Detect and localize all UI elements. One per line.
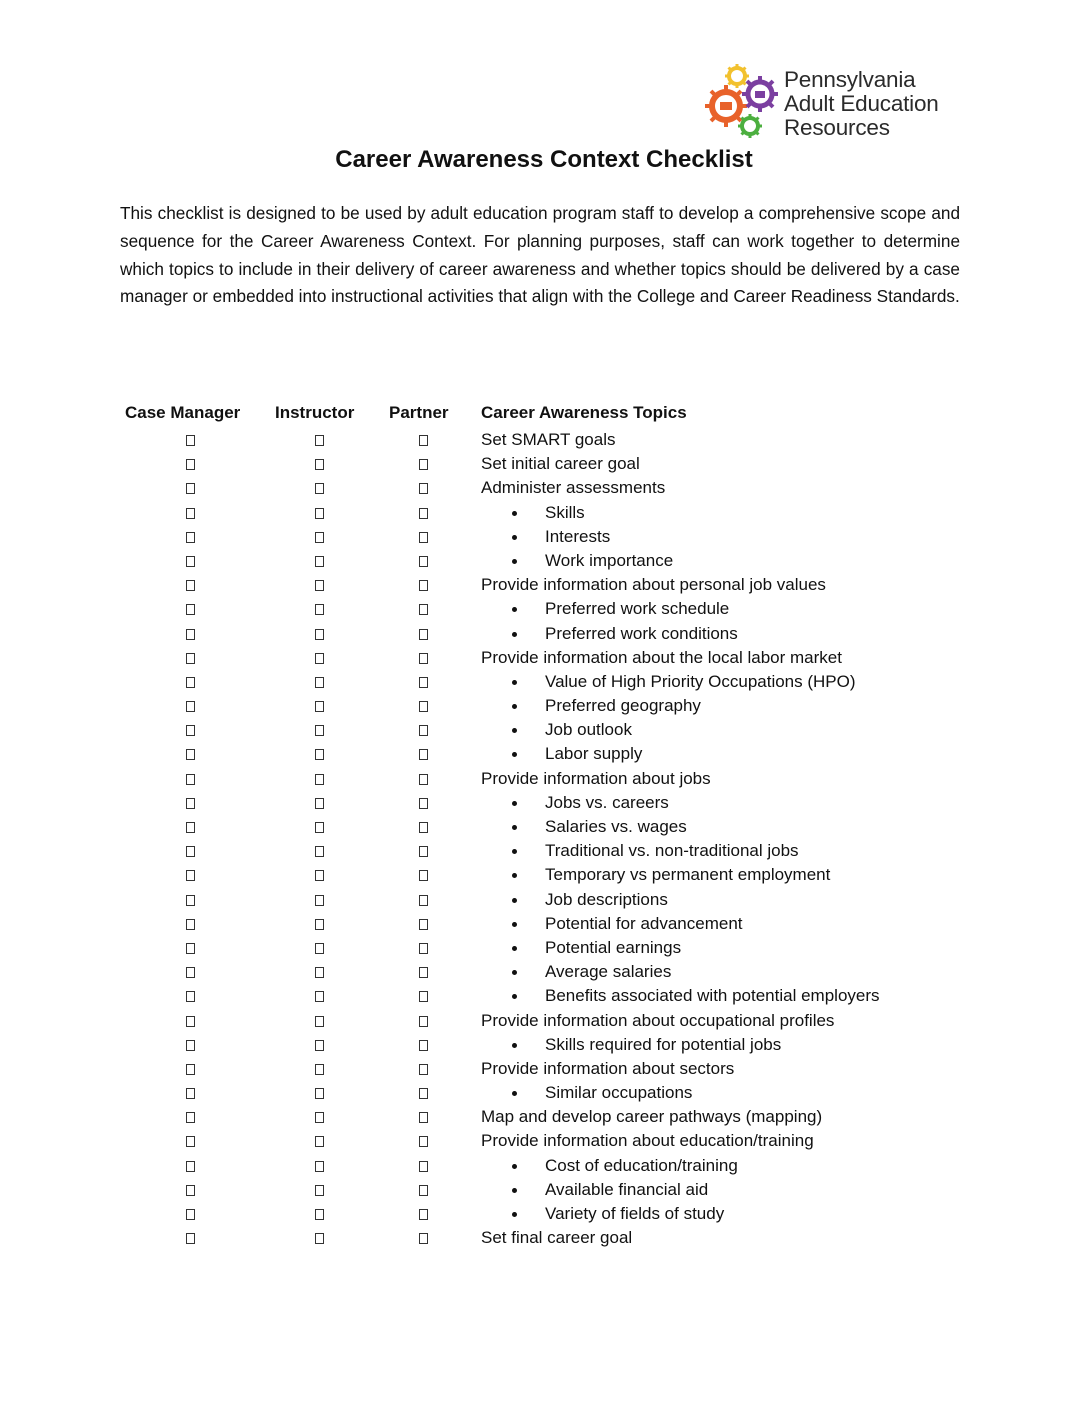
- checklist-row: [120, 742, 960, 766]
- case-manager-checkbox[interactable]: [186, 435, 195, 446]
- topic-label: Skills: [545, 502, 585, 522]
- instructor-checkbox[interactable]: [315, 653, 324, 664]
- instructor-checkbox[interactable]: [315, 991, 324, 1002]
- topic-label: Jobs vs. careers: [545, 792, 669, 812]
- bullet-icon: [512, 1043, 517, 1048]
- checklist-rows: [120, 428, 960, 1250]
- bullet-icon: [512, 511, 517, 516]
- bullet-icon: [512, 994, 517, 999]
- instructor-checkbox[interactable]: [315, 459, 324, 470]
- topic-label: Provide information about education/training: [481, 1131, 814, 1151]
- partner-checkbox[interactable]: [419, 1088, 428, 1099]
- partner-checkbox[interactable]: [419, 629, 428, 640]
- header-partner: Partner: [389, 403, 449, 422]
- partner-checkbox[interactable]: [419, 580, 428, 591]
- checklist-row: [120, 573, 960, 597]
- topic-label: Potential for advancement: [545, 913, 743, 933]
- checklist-row: [120, 767, 960, 791]
- instructor-checkbox[interactable]: [315, 1136, 324, 1147]
- case-manager-checkbox[interactable]: [186, 508, 195, 519]
- instructor-checkbox[interactable]: [315, 1088, 324, 1099]
- case-manager-checkbox[interactable]: [186, 701, 195, 712]
- logo-text: [784, 68, 939, 140]
- case-manager-checkbox[interactable]: [186, 556, 195, 567]
- bullet-icon: [512, 752, 517, 757]
- topic-label: Traditional vs. non-traditional jobs: [545, 841, 799, 861]
- topic-label: Provide information about sectors: [481, 1058, 735, 1078]
- case-manager-checkbox[interactable]: [186, 991, 195, 1002]
- checklist-row: [120, 670, 960, 694]
- partner-checkbox[interactable]: [419, 1064, 428, 1075]
- checklist-row: [120, 1178, 960, 1202]
- checklist-row: [120, 1202, 960, 1226]
- case-manager-checkbox[interactable]: [186, 604, 195, 615]
- partner-checkbox[interactable]: [419, 508, 428, 519]
- logo: [704, 62, 964, 142]
- instructor-checkbox[interactable]: [315, 725, 324, 736]
- instructor-checkbox[interactable]: [315, 1209, 324, 1220]
- instructor-checkbox[interactable]: [315, 1112, 324, 1123]
- case-manager-checkbox[interactable]: [186, 798, 195, 809]
- instructor-checkbox[interactable]: [315, 943, 324, 954]
- case-manager-checkbox[interactable]: [186, 1088, 195, 1099]
- partner-checkbox[interactable]: [419, 1209, 428, 1220]
- topic-label: Temporary vs permanent employment: [545, 865, 831, 885]
- bullet-icon: [512, 1164, 517, 1169]
- instructor-checkbox[interactable]: [315, 508, 324, 519]
- topic-label: Provide information about personal job values: [481, 575, 826, 595]
- checklist-header: [120, 403, 960, 428]
- case-manager-checkbox[interactable]: [186, 1136, 195, 1147]
- logo-line-2: Adult Education: [784, 91, 939, 116]
- instructor-checkbox[interactable]: [315, 1064, 324, 1075]
- case-manager-checkbox[interactable]: [186, 774, 195, 785]
- bullet-icon: [512, 946, 517, 951]
- partner-checkbox[interactable]: [419, 870, 428, 881]
- partner-checkbox[interactable]: [419, 483, 428, 494]
- partner-checkbox[interactable]: [419, 1112, 428, 1123]
- case-manager-checkbox[interactable]: [186, 677, 195, 688]
- header-case-manager: Case Manager: [125, 403, 241, 422]
- header-topics: Career Awareness Topics: [481, 403, 687, 422]
- checklist-row: [120, 1009, 960, 1033]
- topic-label: Benefits associated with potential employers: [545, 986, 880, 1006]
- partner-checkbox[interactable]: [419, 653, 428, 664]
- partner-checkbox[interactable]: [419, 895, 428, 906]
- partner-checkbox[interactable]: [419, 919, 428, 930]
- case-manager-checkbox[interactable]: [186, 483, 195, 494]
- bullet-icon: [512, 970, 517, 975]
- bullet-icon: [512, 535, 517, 540]
- checklist-row: [120, 960, 960, 984]
- bullet-icon: [512, 680, 517, 685]
- case-manager-checkbox[interactable]: [186, 1161, 195, 1172]
- case-manager-checkbox[interactable]: [186, 532, 195, 543]
- bullet-icon: [512, 1212, 517, 1217]
- checklist-row: [120, 1057, 960, 1081]
- topic-label: Preferred work schedule: [545, 599, 730, 619]
- topic-label: Potential earnings: [545, 937, 682, 957]
- instructor-checkbox[interactable]: [315, 846, 324, 857]
- checklist-row: [120, 1033, 960, 1057]
- case-manager-checkbox[interactable]: [186, 1233, 195, 1244]
- checklist-row: [120, 1105, 960, 1129]
- partner-checkbox[interactable]: [419, 991, 428, 1002]
- topic-label: Average salaries: [545, 962, 672, 982]
- partner-checkbox[interactable]: [419, 701, 428, 712]
- checklist-row: [120, 694, 960, 718]
- checklist-row: [120, 646, 960, 670]
- checklist-row: [120, 984, 960, 1008]
- partner-checkbox[interactable]: [419, 1185, 428, 1196]
- case-manager-checkbox[interactable]: [186, 725, 195, 736]
- topic-label: Work importance: [545, 550, 674, 570]
- instructor-checkbox[interactable]: [315, 556, 324, 567]
- instructor-checkbox[interactable]: [315, 701, 324, 712]
- logo-line-3: Resources: [784, 115, 890, 140]
- partner-checkbox[interactable]: [419, 822, 428, 833]
- partner-checkbox[interactable]: [419, 725, 428, 736]
- instructor-checkbox[interactable]: [315, 1233, 324, 1244]
- topic-label: Administer assessments: [481, 478, 666, 498]
- bullet-icon: [512, 632, 517, 637]
- partner-checkbox[interactable]: [419, 1040, 428, 1051]
- checklist-row: [120, 1154, 960, 1178]
- checklist-row: [120, 597, 960, 621]
- intro-paragraph: This checklist is designed to be used by adult education program staff to develop a comprehensive scope and sequence for the Career Awareness Context. For planning purposes, staff can work together to determine which topics to include in their delivery of career awareness and whether topics should be delivered by a case manager or embedded into instructional activities that align with the College and Career Readiness Standards.: [120, 203, 960, 307]
- case-manager-checkbox[interactable]: [186, 1209, 195, 1220]
- partner-checkbox[interactable]: [419, 1233, 428, 1244]
- instructor-checkbox[interactable]: [315, 435, 324, 446]
- checklist-row: [120, 815, 960, 839]
- partner-checkbox[interactable]: [419, 532, 428, 543]
- checklist-row: [120, 501, 960, 525]
- topic-label: Map and develop career pathways (mapping): [481, 1107, 823, 1127]
- bullet-icon: [512, 873, 517, 878]
- checklist-row: [120, 936, 960, 960]
- partner-checkbox[interactable]: [419, 943, 428, 954]
- checklist-row: [120, 839, 960, 863]
- instructor-checkbox[interactable]: [315, 967, 324, 978]
- topic-label: Interests: [545, 526, 611, 546]
- partner-checkbox[interactable]: [419, 604, 428, 615]
- case-manager-checkbox[interactable]: [186, 749, 195, 760]
- case-manager-checkbox[interactable]: [186, 1185, 195, 1196]
- checklist-row: [120, 476, 960, 500]
- partner-checkbox[interactable]: [419, 435, 428, 446]
- bullet-icon: [512, 801, 517, 806]
- checklist-row: [120, 718, 960, 742]
- instructor-checkbox[interactable]: [315, 483, 324, 494]
- case-manager-checkbox[interactable]: [186, 1016, 195, 1027]
- instructor-checkbox[interactable]: [315, 774, 324, 785]
- topic-label: Salaries vs. wages: [545, 817, 687, 836]
- case-manager-checkbox[interactable]: [186, 629, 195, 640]
- bullet-icon: [512, 704, 517, 709]
- partner-checkbox[interactable]: [419, 749, 428, 760]
- case-manager-checkbox[interactable]: [186, 459, 195, 470]
- checklist-row: [120, 1081, 960, 1105]
- topic-label: Job descriptions: [545, 889, 668, 909]
- topic-label: Cost of education/training: [545, 1155, 738, 1175]
- bullet-icon: [512, 922, 517, 927]
- topic-label: Job outlook: [545, 720, 632, 740]
- partner-checkbox[interactable]: [419, 1136, 428, 1147]
- partner-checkbox[interactable]: [419, 846, 428, 857]
- case-manager-checkbox[interactable]: [186, 1064, 195, 1075]
- bullet-icon: [512, 825, 517, 830]
- bullet-icon: [512, 898, 517, 903]
- case-manager-checkbox[interactable]: [186, 1112, 195, 1123]
- checklist-table: [120, 403, 960, 1250]
- instructor-checkbox[interactable]: [315, 749, 324, 760]
- instructor-checkbox[interactable]: [315, 580, 324, 591]
- checklist-row: [120, 1226, 960, 1250]
- topic-label: Set initial career goal: [481, 454, 640, 474]
- bullet-icon: [512, 559, 517, 564]
- gears-logo-icon: [704, 62, 782, 142]
- topic-label: Provide information about the local labor market: [481, 647, 842, 667]
- partner-checkbox[interactable]: [419, 1016, 428, 1027]
- topic-label: Labor supply: [545, 744, 643, 764]
- checklist-row: [120, 888, 960, 912]
- instructor-checkbox[interactable]: [315, 1161, 324, 1172]
- instructor-checkbox[interactable]: [315, 677, 324, 688]
- instructor-checkbox[interactable]: [315, 895, 324, 906]
- case-manager-checkbox[interactable]: [186, 580, 195, 591]
- instructor-checkbox[interactable]: [315, 629, 324, 640]
- header-instructor: Instructor: [275, 403, 355, 422]
- case-manager-checkbox[interactable]: [186, 653, 195, 664]
- checklist-row: [120, 452, 960, 476]
- instructor-checkbox[interactable]: [315, 798, 324, 809]
- instructor-checkbox[interactable]: [315, 919, 324, 930]
- topic-label: Provide information about jobs: [481, 768, 711, 788]
- partner-checkbox[interactable]: [419, 556, 428, 567]
- case-manager-checkbox[interactable]: [186, 1040, 195, 1051]
- instructor-checkbox[interactable]: [315, 1185, 324, 1196]
- instructor-checkbox[interactable]: [315, 1040, 324, 1051]
- partner-checkbox[interactable]: [419, 967, 428, 978]
- checklist-row: [120, 549, 960, 573]
- case-manager-checkbox[interactable]: [186, 846, 195, 857]
- checklist-row: [120, 912, 960, 936]
- instructor-checkbox[interactable]: [315, 1016, 324, 1027]
- bullet-icon: [512, 1091, 517, 1096]
- case-manager-checkbox[interactable]: [186, 919, 195, 930]
- bullet-icon: [512, 1188, 517, 1193]
- case-manager-checkbox[interactable]: [186, 943, 195, 954]
- logo-line-1: Pennsylvania: [784, 67, 916, 92]
- topic-label: Set SMART goals: [481, 430, 616, 449]
- topic-label: Skills required for potential jobs: [545, 1034, 782, 1054]
- topic-label: Value of High Priority Occupations (HPO): [545, 671, 856, 691]
- case-manager-checkbox[interactable]: [186, 967, 195, 978]
- partner-checkbox[interactable]: [419, 677, 428, 688]
- topic-label: Set final career goal: [481, 1228, 633, 1248]
- checklist-row: [120, 428, 960, 452]
- checklist-row: [120, 1129, 960, 1153]
- instructor-checkbox[interactable]: [315, 604, 324, 615]
- case-manager-checkbox[interactable]: [186, 822, 195, 833]
- topic-label: Preferred geography: [545, 696, 701, 716]
- partner-checkbox[interactable]: [419, 1161, 428, 1172]
- page-title: Career Awareness Context Checklist: [335, 146, 753, 173]
- topic-label: Provide information about occupational profiles: [481, 1010, 835, 1030]
- instructor-checkbox[interactable]: [315, 870, 324, 881]
- instructor-checkbox[interactable]: [315, 532, 324, 543]
- partner-checkbox[interactable]: [419, 798, 428, 809]
- topic-label: Preferred work conditions: [545, 623, 738, 643]
- case-manager-checkbox[interactable]: [186, 895, 195, 906]
- topic-label: Similar occupations: [545, 1083, 693, 1103]
- topic-label: Available financial aid: [545, 1179, 709, 1199]
- topic-label: Variety of fields of study: [545, 1204, 725, 1223]
- checklist-row: [120, 525, 960, 549]
- checklist-row: [120, 622, 960, 646]
- bullet-icon: [512, 607, 517, 612]
- checklist-row: [120, 791, 960, 815]
- partner-checkbox[interactable]: [419, 459, 428, 470]
- case-manager-checkbox[interactable]: [186, 870, 195, 881]
- instructor-checkbox[interactable]: [315, 822, 324, 833]
- checklist-row: [120, 863, 960, 887]
- bullet-icon: [512, 728, 517, 733]
- bullet-icon: [512, 849, 517, 854]
- partner-checkbox[interactable]: [419, 774, 428, 785]
